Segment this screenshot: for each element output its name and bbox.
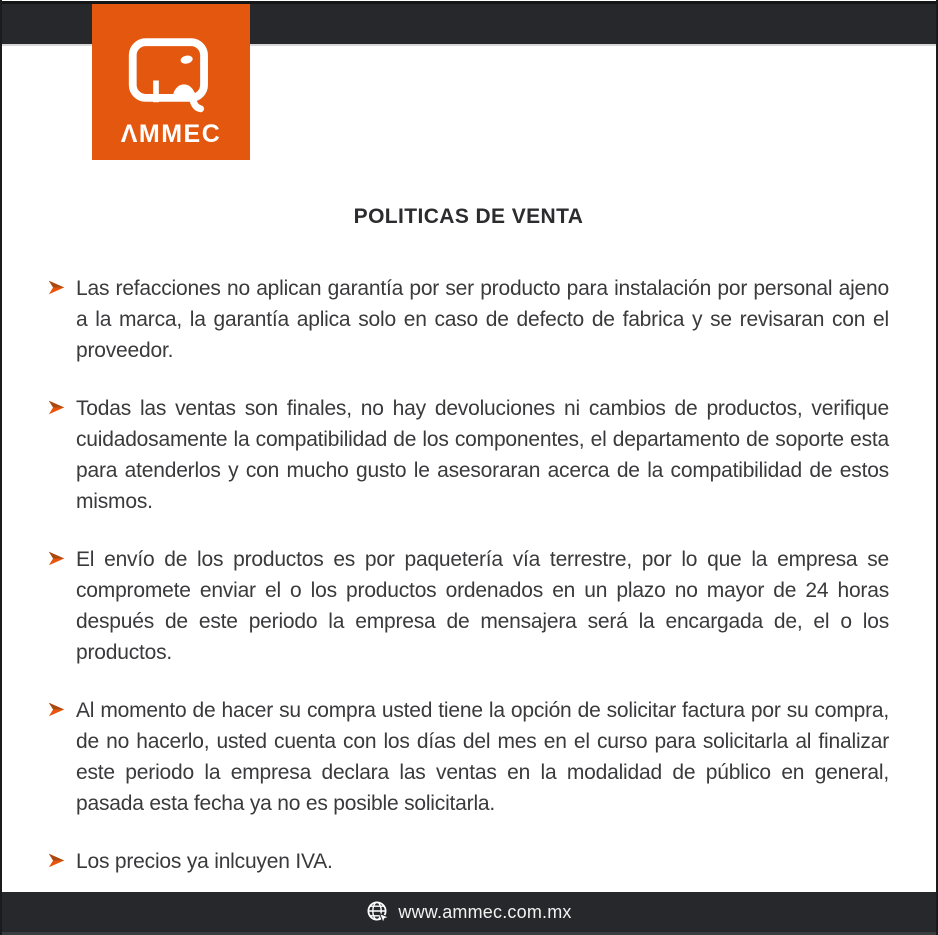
arrow-right-bullet-icon (48, 400, 65, 415)
brand-wordmark: ΛMMEC (120, 120, 222, 148)
footer-bar (2, 892, 936, 935)
arrow-right-bullet-icon (48, 280, 65, 295)
policy-item (48, 846, 889, 877)
policy-item (48, 273, 889, 366)
arrow-right-bullet-icon (48, 853, 65, 868)
globe-icon (366, 900, 390, 924)
policy-list (48, 273, 889, 877)
policy-item (48, 393, 889, 517)
arrow-right-bullet-icon (48, 551, 65, 566)
policy-text: Las refacciones no aplican garantía por ser producto para instalación por personal ajeno a la marca, la garantía aplica solo en caso de defecto de fabrica y se revisaran con el proveedor. (76, 277, 889, 362)
page-title: POLITICAS DE VENTA (353, 205, 584, 228)
top-border-line (2, 1, 936, 4)
brand-logo (92, 3, 250, 160)
website-url: www.ammec.com.mx (398, 901, 572, 922)
elephant-icon (127, 37, 215, 117)
policy-text: Al momento de hacer su compra usted tiene la opción de solicitar factura por su compra, de no hacerlo, usted cuenta con los días del mes en el curso para solicitarla al finalizar este periodo la empresa declara las ventas en la modalidad de público en general, pasada esta fecha ya no es posible solicitarla. (76, 699, 889, 815)
policy-item (48, 695, 889, 819)
policy-text: Todas las ventas son finales, no hay devoluciones ni cambios de productos, verifique cuidadosamente la compatibilidad de los componentes, el departamento de soporte esta para atenderlos y con mucho gusto le asesoraran acerca de la compatibilidad de estos mismos. (76, 397, 889, 513)
policy-item (48, 544, 889, 668)
arrow-right-bullet-icon (48, 702, 65, 717)
policy-text: El envío de los productos es por paquetería vía terrestre, por lo que la empresa se compromete enviar el o los productos ordenados en un plazo no mayor de 24 horas después de este periodo la empresa de mensajera será la encargada de, el o los productos. (76, 548, 889, 664)
policy-text: Los precios ya inlcuyen IVA. (76, 850, 333, 873)
